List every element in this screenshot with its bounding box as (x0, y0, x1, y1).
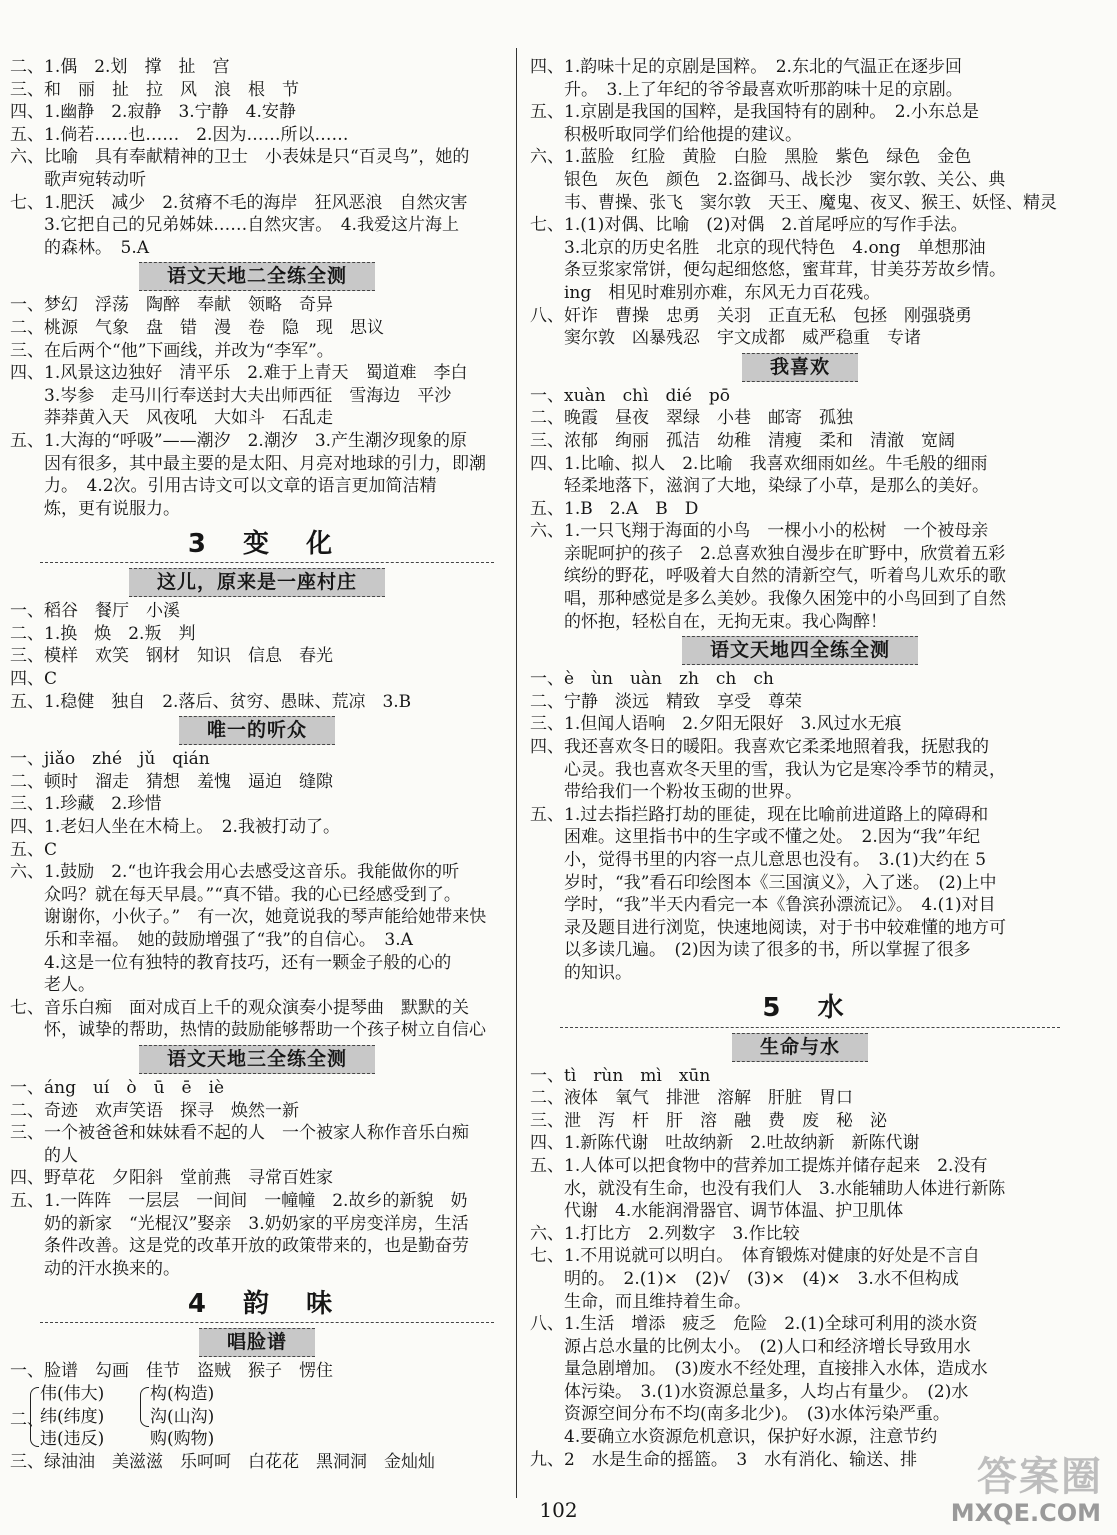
answer-line: 二、宁静 淡远 精致 享受 尊荣 (530, 691, 802, 712)
answer-line: 五、1.京剧是我国的国粹，是我国特有的剧种。 2.小东总是 (530, 102, 979, 123)
answer-line: 一、梦幻 浮荡 陶醉 奉献 领略 奇异 (10, 295, 333, 316)
answer-line: 带给我们一个粉妆玉砌的世界。 (564, 782, 802, 803)
answer-line: 三、1.但闻人语响 2.夕阳无限好 3.风过水无痕 (530, 714, 902, 735)
lesson-title (10, 715, 504, 746)
answer-line: 3.岑参 走马川行奉送封大夫出师西征 雪海边 平沙 (44, 385, 452, 406)
bracket-lead: 二、 (10, 1409, 44, 1430)
answer-line: 奶的新家 “光棍汉”娶亲 3.奶奶家的平房变洋房，生活 (44, 1213, 469, 1234)
lesson-title-text: 生命与水 (732, 1033, 868, 1062)
answer-line: 怀，诚挚的帮助，热情的鼓励能够帮助一个孩子树立自信心 (44, 1020, 486, 1041)
answer-line: 四、我还喜欢冬日的暖阳。我喜欢它柔柔地照着我，抚慰我的 (530, 737, 989, 758)
answer-line: 3.北京的历史名胜 北京的现代特色 4.ong 单想那油 (564, 237, 986, 258)
answer-line: 代谢 4.水能润滑器官、调节体温、护卫肌体 (564, 1201, 904, 1222)
answer-line: 一、tì rùn mì xūn (530, 1065, 711, 1086)
lesson-title (10, 1044, 504, 1075)
answer-line: 二、桃源 气象 盘 错 漫 卷 隐 现 思议 (10, 317, 384, 338)
answer-line: 六、比喻 具有奉献精神的卫士 小表妹是只“百灵鸟”，她的 (10, 147, 470, 168)
bracket-icon (140, 1387, 149, 1427)
bracket-answer (10, 1383, 504, 1451)
unit-heading (560, 985, 1060, 1028)
answer-line: 六、1.打比方 2.列数字 3.作比较 (530, 1223, 800, 1244)
bracket-item: 构(构造) (150, 1383, 215, 1404)
answer-line: 七、1.肥沃 减少 2.贫瘠不毛的海岸 狂风恶浪 自然灾害 (10, 192, 468, 213)
answer-line: 四、1.新陈代谢 吐故纳新 2.吐故纳新 新陈代谢 (530, 1133, 920, 1154)
answer-line: 九、2 水是生命的摇篮。 3 水有消化、输送、排 (530, 1449, 918, 1470)
watermark-url: MXQE.COM (950, 1499, 1101, 1527)
answer-line: 七、1.(1)对偶、比喻 (2)对偶 2.首尾呼应的写作手法。 (530, 215, 968, 236)
right-column (530, 56, 1070, 1471)
answer-line: 四、1.韵味十足的京剧是国粹。 2.东北的气温正在逐步回 (530, 57, 962, 77)
answer-line: 4.这是一位有独特的教育技巧，还有一颗金子般的心的 (44, 952, 452, 973)
bracket-group (40, 1383, 104, 1451)
lesson-title-text: 语文天地二全练全测 (139, 262, 375, 291)
bracket-item: 违(违反) (40, 1429, 105, 1450)
bracket-item: 购(购物) (150, 1429, 215, 1450)
answer-line: 五、1.稳健 独自 2.落后、贫穷、愚昧、荒凉 3.B (10, 691, 412, 712)
answer-line: 唱，那种感觉是多么美妙。我像久困笼中的小鸟回到了自然 (564, 589, 1006, 610)
answer-line: 亲昵呵护的孩子 2.总喜欢独自漫步在旷野中，欣赏着五彩 (564, 543, 1006, 564)
answer-line: 七、音乐白痴 面对成百上千的观众演奏小提琴曲 默默的关 (10, 997, 469, 1018)
answer-line: 以多读几遍。 (2)因为读了很多的书，所以掌握了很多 (564, 940, 971, 961)
answer-line: 炼，更有说服力。 (44, 498, 180, 519)
answer-line: 生命，而且维持着生命。 (564, 1291, 751, 1312)
bracket-group (150, 1383, 214, 1451)
answer-line: 六、1.蓝脸 红脸 黄脸 白脸 黑脸 紫色 绿色 金色 (530, 147, 972, 168)
answer-line: 二、液体 氧气 排泄 溶解 肝脏 胃口 (530, 1088, 853, 1109)
answer-line: 八、奸诈 曹操 忠勇 关羽 正直无私 包拯 刚强骁勇 (530, 305, 972, 326)
answer-line: 二、1.换 焕 2.叛 判 (10, 623, 196, 644)
answer-line: 八、1.生活 增添 疲乏 危险 2.(1)全球可利用的淡水资 (530, 1314, 978, 1335)
answer-line: 银色 灰色 颜色 2.盗御马、战长沙 窦尔敦、关公、典 (564, 169, 1006, 190)
answer-line: 二、奇迹 欢声笑语 探寻 焕然一新 (10, 1100, 299, 1121)
answer-line: 二、顿时 溜走 猜想 羞愧 逼迫 缝隙 (10, 771, 333, 792)
unit-heading-text: 3 变 化 (187, 528, 347, 559)
answer-line: 四、1.风景这边独好 清平乐 2.难于上青天 蜀道难 李白 (10, 363, 468, 384)
lesson-title-text: 这儿，原来是一座村庄 (129, 568, 385, 597)
answer-line: 源占总水量的比例太小。 (2)人口和经济增长导致用水 (564, 1336, 971, 1357)
answer-line: 七、1.不用说就可以明白。 体育锻炼对健康的好处是不言自 (530, 1246, 980, 1267)
lesson-title (530, 352, 1070, 383)
answer-line: 学时，“我”半天内看完一本《鲁滨孙漂流记》。 4.(1)对目 (564, 895, 996, 916)
answer-line: 的人 (44, 1145, 78, 1166)
answer-line: 莽莽黄入天 风夜吼 大如斗 石乱走 (44, 408, 333, 429)
answer-line: 三、浓郁 绚丽 孤洁 幼稚 清瘦 柔和 清澈 宽阔 (530, 430, 955, 451)
lesson-title-text: 语文天地三全练全测 (139, 1045, 375, 1074)
answer-line: 轻柔地落下，滋润了大地，染绿了小草，是那么的美好。 (564, 476, 989, 497)
lesson-title-text: 唱脸谱 (199, 1328, 315, 1357)
answer-line: 水，就没有生命，也没有我们人 3.水能辅助人体进行新陈 (564, 1178, 1006, 1199)
answer-line: 五、1.大海的“呼吸”——潮汐 2.潮汐 3.产生潮汐现象的原 (10, 430, 468, 451)
answer-line: 一、xuàn chì dié pō (530, 385, 731, 406)
lesson-title-text: 语文天地四全练全测 (682, 636, 918, 665)
watermark-logo (935, 1445, 1111, 1529)
answer-line: 三、1.珍藏 2.珍惜 (10, 794, 162, 815)
answer-line: 的森林。 5.A (44, 237, 149, 258)
answer-line: 的知识。 (564, 962, 632, 983)
bracket-item: 纬(纬度) (40, 1406, 105, 1427)
answer-line: 四、C (10, 669, 58, 690)
answer-line: 乐和幸福。 她的鼓励增强了“我”的自信心。 3.A (44, 930, 413, 950)
answer-line: 六、1.一只飞翔于海面的小鸟 一棵小小的松树 一个被母亲 (530, 521, 989, 542)
answer-line: 4.要确立水资源危机意识，保护好水源，注意节约 (564, 1427, 938, 1448)
answer-line: 心灵。我也喜欢冬天里的雪，我认为它是寒冷季节的精灵， (564, 759, 1006, 780)
answer-line: 五、C (10, 839, 58, 860)
answer-line: 六、1.鼓励 2.“也许我会用心去感受这音乐。我能做你的听 (10, 862, 460, 883)
left-column (10, 56, 504, 1474)
answer-line: 三、绿油油 美滋滋 乐呵呵 白花花 黑洞洞 金灿灿 (10, 1451, 435, 1472)
bracket-item: 沟(山沟) (150, 1406, 215, 1427)
answer-line: 四、1.幽静 2.寂静 3.宁静 4.安静 (10, 102, 296, 123)
answer-line: 五、1.过去指拦路打劫的匪徒，现在比喻前进道路上的障碍和 (530, 804, 989, 825)
answer-line: 因有很多，其中最主要的是太阳、月亮对地球的引力，即潮 (44, 453, 486, 474)
lesson-title (10, 1327, 504, 1358)
lesson-title (530, 1032, 1070, 1063)
unit-heading-text: 4 韵 味 (187, 1288, 347, 1319)
answer-line: 五、1.一阵阵 一层层 一间间 一幢幢 2.故乡的新貌 奶 (10, 1190, 468, 1211)
answer-line: 歌声宛转动听 (44, 169, 146, 190)
answer-line: ing 相见时难别亦难，东风无力百花残。 (564, 282, 881, 303)
answer-line: 一、è ùn uàn zh ch ch (530, 669, 774, 690)
lesson-title (10, 567, 504, 598)
answer-line: 二、1.偶 2.划 撑 扯 宫 (10, 57, 230, 77)
answer-line: 五、1.B 2.A B D (530, 498, 699, 519)
bracket-item: 伟(伟大) (40, 1383, 105, 1404)
answer-line: 困难。这里指书中的生字或不懂之处。 2.因为“我”年纪 (564, 827, 981, 848)
lesson-title-text: 我喜欢 (742, 353, 858, 382)
lesson-title-text: 唯一的听众 (179, 716, 335, 745)
answer-line: 3.它把自己的兄弟姊妹……自然灾害。 4.我爱这片海上 (44, 215, 459, 236)
answer-line: 资源空间分布不均(南多北少)。 (3)水体污染严重。 (564, 1404, 950, 1425)
answer-line: 五、1.人体可以把食物中的营养加工提炼并储存起来 2.没有 (530, 1155, 988, 1176)
answer-line: 一、稻谷 餐厅 小溪 (10, 601, 180, 622)
answer-line: 谢谢你，小伙子。” 有一次，她竟说我的琴声能给她带来快 (44, 907, 487, 928)
page-number: 102 (539, 1498, 578, 1522)
answer-line: 缤纷的野花，呼吸着大自然的清新空气，听着鸟儿欢乐的歌 (564, 566, 1006, 587)
lesson-title (530, 635, 1070, 666)
answer-line: 的怀抱，轻松自在，无拘无束。我心陶醉！ (564, 611, 887, 632)
answer-line: 动的汗水换来的。 (44, 1258, 180, 1279)
bracket-icon (30, 1387, 39, 1447)
answer-line: 小，觉得书里的内容一点儿意思也没有。 3.(1)大约在 5 (564, 850, 987, 870)
unit-heading (40, 1280, 494, 1323)
answer-line: 三、泄 泻 杆 肝 溶 融 费 废 秘 泌 (530, 1110, 887, 1131)
answer-line: 老人。 (44, 975, 95, 996)
answer-line: 二、晚霞 昼夜 翠绿 小巷 邮寄 孤独 (530, 408, 853, 429)
watermark-text: 答案圈 (977, 1454, 1103, 1500)
answer-line: 三、和 丽 扯 拉 风 浪 根 节 (10, 79, 299, 100)
answer-line: 三、一个被爸爸和妹妹看不起的人 一个被家人称作音乐白痴 (10, 1123, 469, 1144)
answer-line: 升。 3.上了年纪的爷爷最喜欢听那韵味十足的京剧。 (564, 79, 963, 100)
answer-line: 力。 4.2次。引用古诗文可以文章的语言更加简洁精 (44, 476, 437, 497)
answer-line: 录及题目进行浏览，快速地阅读，对于书中较难懂的地方可 (564, 917, 1006, 938)
answer-line: 三、在后两个“他”下画线，并改为“李军”。 (10, 340, 334, 361)
answer-line: 岁时，“我”看石印绘图本《三国演义》，入了迷。 (2)上中 (564, 872, 997, 893)
unit-heading-text: 5 水 (762, 993, 858, 1024)
answer-line: 四、1.老妇人坐在木椅上。 2.我被打动了。 (10, 817, 340, 838)
lesson-title (10, 261, 504, 292)
answer-line: 众吗？就在每天早晨。”“真不错。我的心已经感受到了。 (44, 884, 461, 905)
answer-line: 条豆浆家常饼，便勾起细悠悠，蜜茸茸，甘美芬芳故乡情。 (564, 260, 1006, 281)
column-divider (516, 48, 517, 1498)
answer-line: 一、脸谱 勾画 佳节 盗贼 猴子 愣住 (10, 1361, 333, 1382)
answer-line: 一、áng uí ò ū ē iè (10, 1077, 225, 1098)
unit-heading (40, 520, 494, 563)
answer-line: 韦、曹操、张飞 窦尔敦 天王、魔鬼、夜叉、猴王、妖怪、精灵 (564, 192, 1057, 213)
answer-line: 条件改善。这是党的改革开放的政策带来的，也是勤奋劳 (44, 1236, 469, 1257)
answer-line: 五、1.倘若……也…… 2.因为……所以…… (10, 124, 349, 145)
answer-line: 明的。 2.(1)× (2)√ (3)× (4)× 3.水不但构成 (564, 1268, 959, 1289)
answer-line: 四、1.比喻、拟人 2.比喻 我喜欢细雨如丝。牛毛般的细雨 (530, 453, 988, 474)
answer-line: 一、jiǎo zhé jǔ qián (10, 749, 210, 770)
answer-line: 量急剧增加。 (3)废水不经处理，直接排入水体，造成水 (564, 1359, 988, 1380)
answer-line: 积极听取同学们给他提的建议。 (564, 124, 802, 145)
answer-line: 四、野草花 夕阳斜 堂前燕 寻常百姓家 (10, 1168, 333, 1189)
answer-line: 窦尔敦 凶暴残忍 宇文成都 威严稳重 专诸 (564, 328, 921, 349)
answer-line: 体污染。 3.(1)水资源总量多，人均占有量少。 (2)水 (564, 1381, 969, 1402)
answer-line: 三、模样 欢笑 钢材 知识 信息 春光 (10, 646, 333, 667)
